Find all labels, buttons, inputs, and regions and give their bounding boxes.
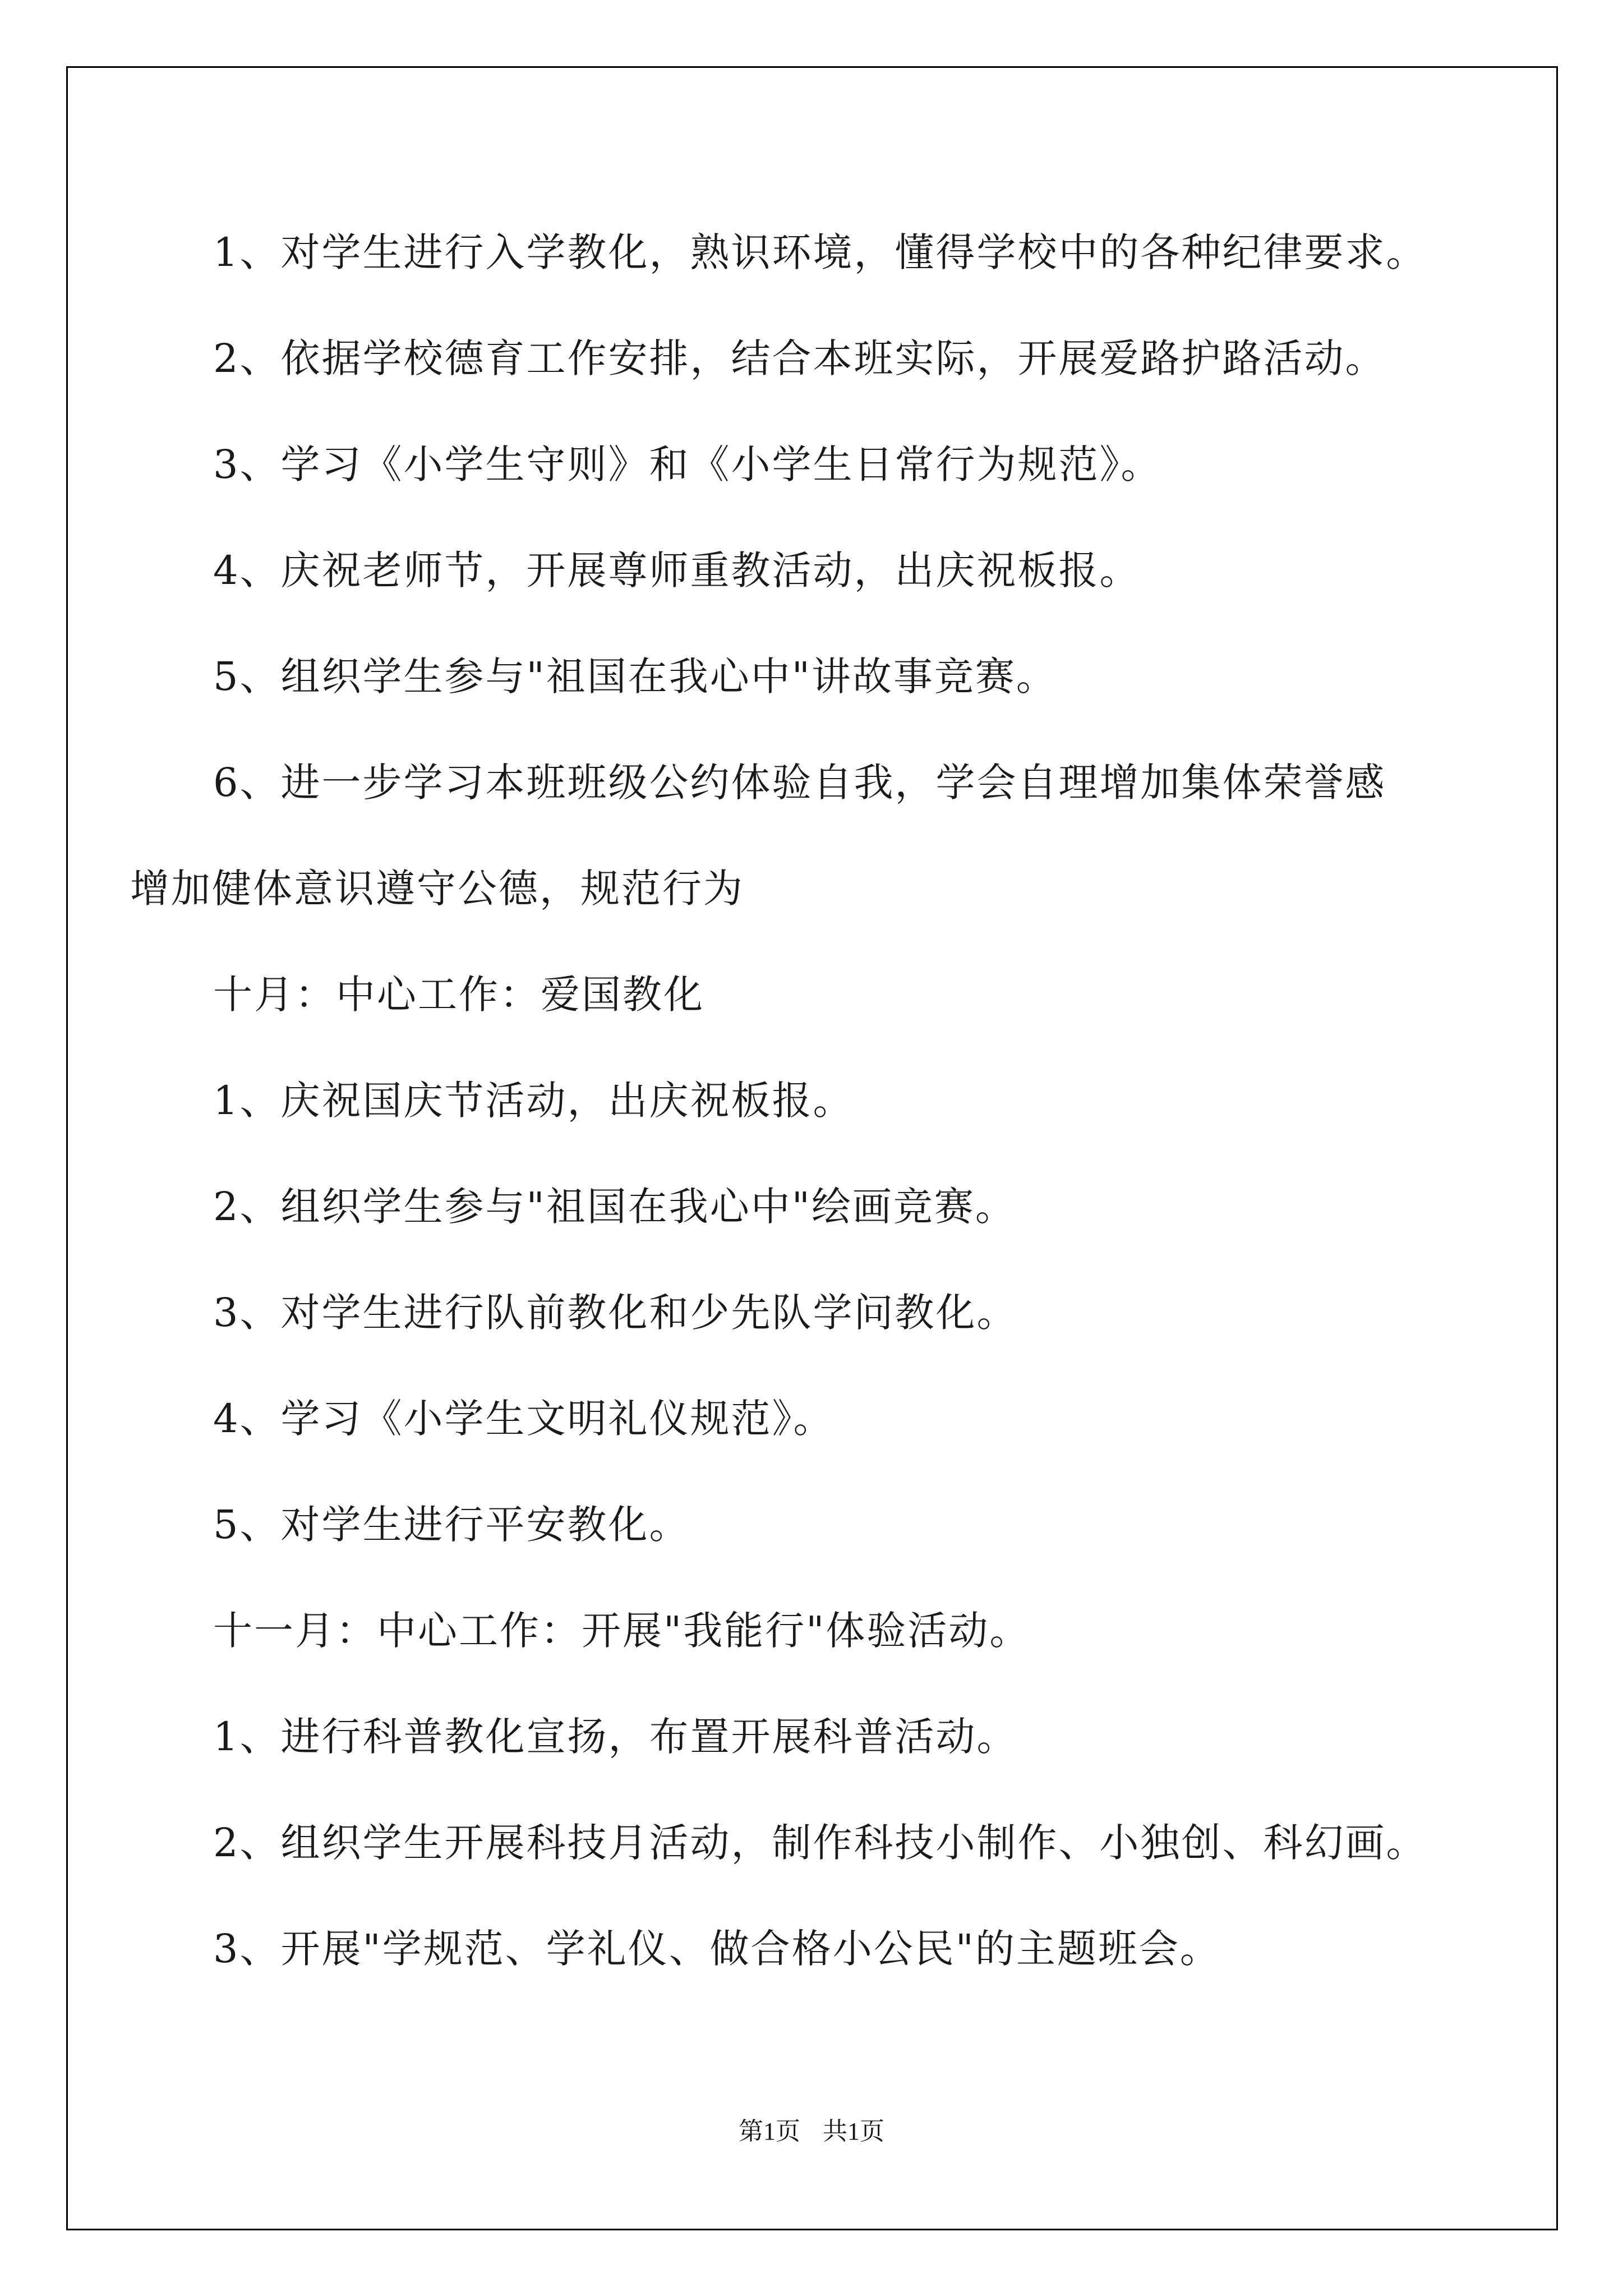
paragraph-line: 2、组织学生开展科技月活动，制作科技小制作、小独创、科幻画。 bbox=[213, 1820, 1427, 1866]
page-footer bbox=[0, 2115, 1623, 2148]
paragraph-line: 5、对学生进行平安教化。 bbox=[213, 1502, 690, 1548]
paragraph-line: 1、庆祝国庆节活动，出庆祝板报。 bbox=[213, 1078, 854, 1124]
paragraph-line: 5、组织学生参与"祖国在我心中"讲故事竞赛。 bbox=[213, 654, 1057, 700]
page-number: 第1页 bbox=[739, 2118, 800, 2145]
page-total: 共1页 bbox=[823, 2118, 884, 2145]
paragraph-line: 3、开展"学规范、学礼仪、做合格小公民"的主题班会。 bbox=[213, 1926, 1221, 1972]
paragraph-line: 4、庆祝老师节，开展尊师重教活动，出庆祝板报。 bbox=[213, 547, 1141, 593]
paragraph-line: 1、进行科普教化宣扬，布置开展科普活动。 bbox=[213, 1714, 1018, 1760]
paragraph-line: 3、学习《小学生守则》和《小学生日常行为规范》。 bbox=[213, 441, 1162, 487]
section-heading: 十月：中心工作：爱国教化 bbox=[213, 972, 704, 1018]
paragraph-line: 2、依据学校德育工作安排，结合本班实际，开展爱路护路活动。 bbox=[213, 335, 1386, 381]
section-heading: 十一月：中心工作：开展"我能行"体验活动。 bbox=[213, 1608, 1031, 1654]
paragraph-line: 1、对学生进行入学教化，熟识环境，懂得学校中的各种纪律要求。 bbox=[213, 229, 1427, 275]
paragraph-continuation: 增加健体意识遵守公德，规范行为 bbox=[130, 866, 744, 912]
page-border bbox=[66, 66, 1558, 2230]
paragraph-line: 4、学习《小学生文明礼仪规范》。 bbox=[213, 1396, 834, 1442]
paragraph-line: 3、对学生进行队前教化和少先队学问教化。 bbox=[213, 1290, 1018, 1336]
paragraph-line: 2、组织学生参与"祖国在我心中"绘画竞赛。 bbox=[213, 1184, 1016, 1230]
paragraph-line: 6、进一步学习本班班级公约体验自我，学会自理增加集体荣誉感 bbox=[213, 760, 1386, 806]
